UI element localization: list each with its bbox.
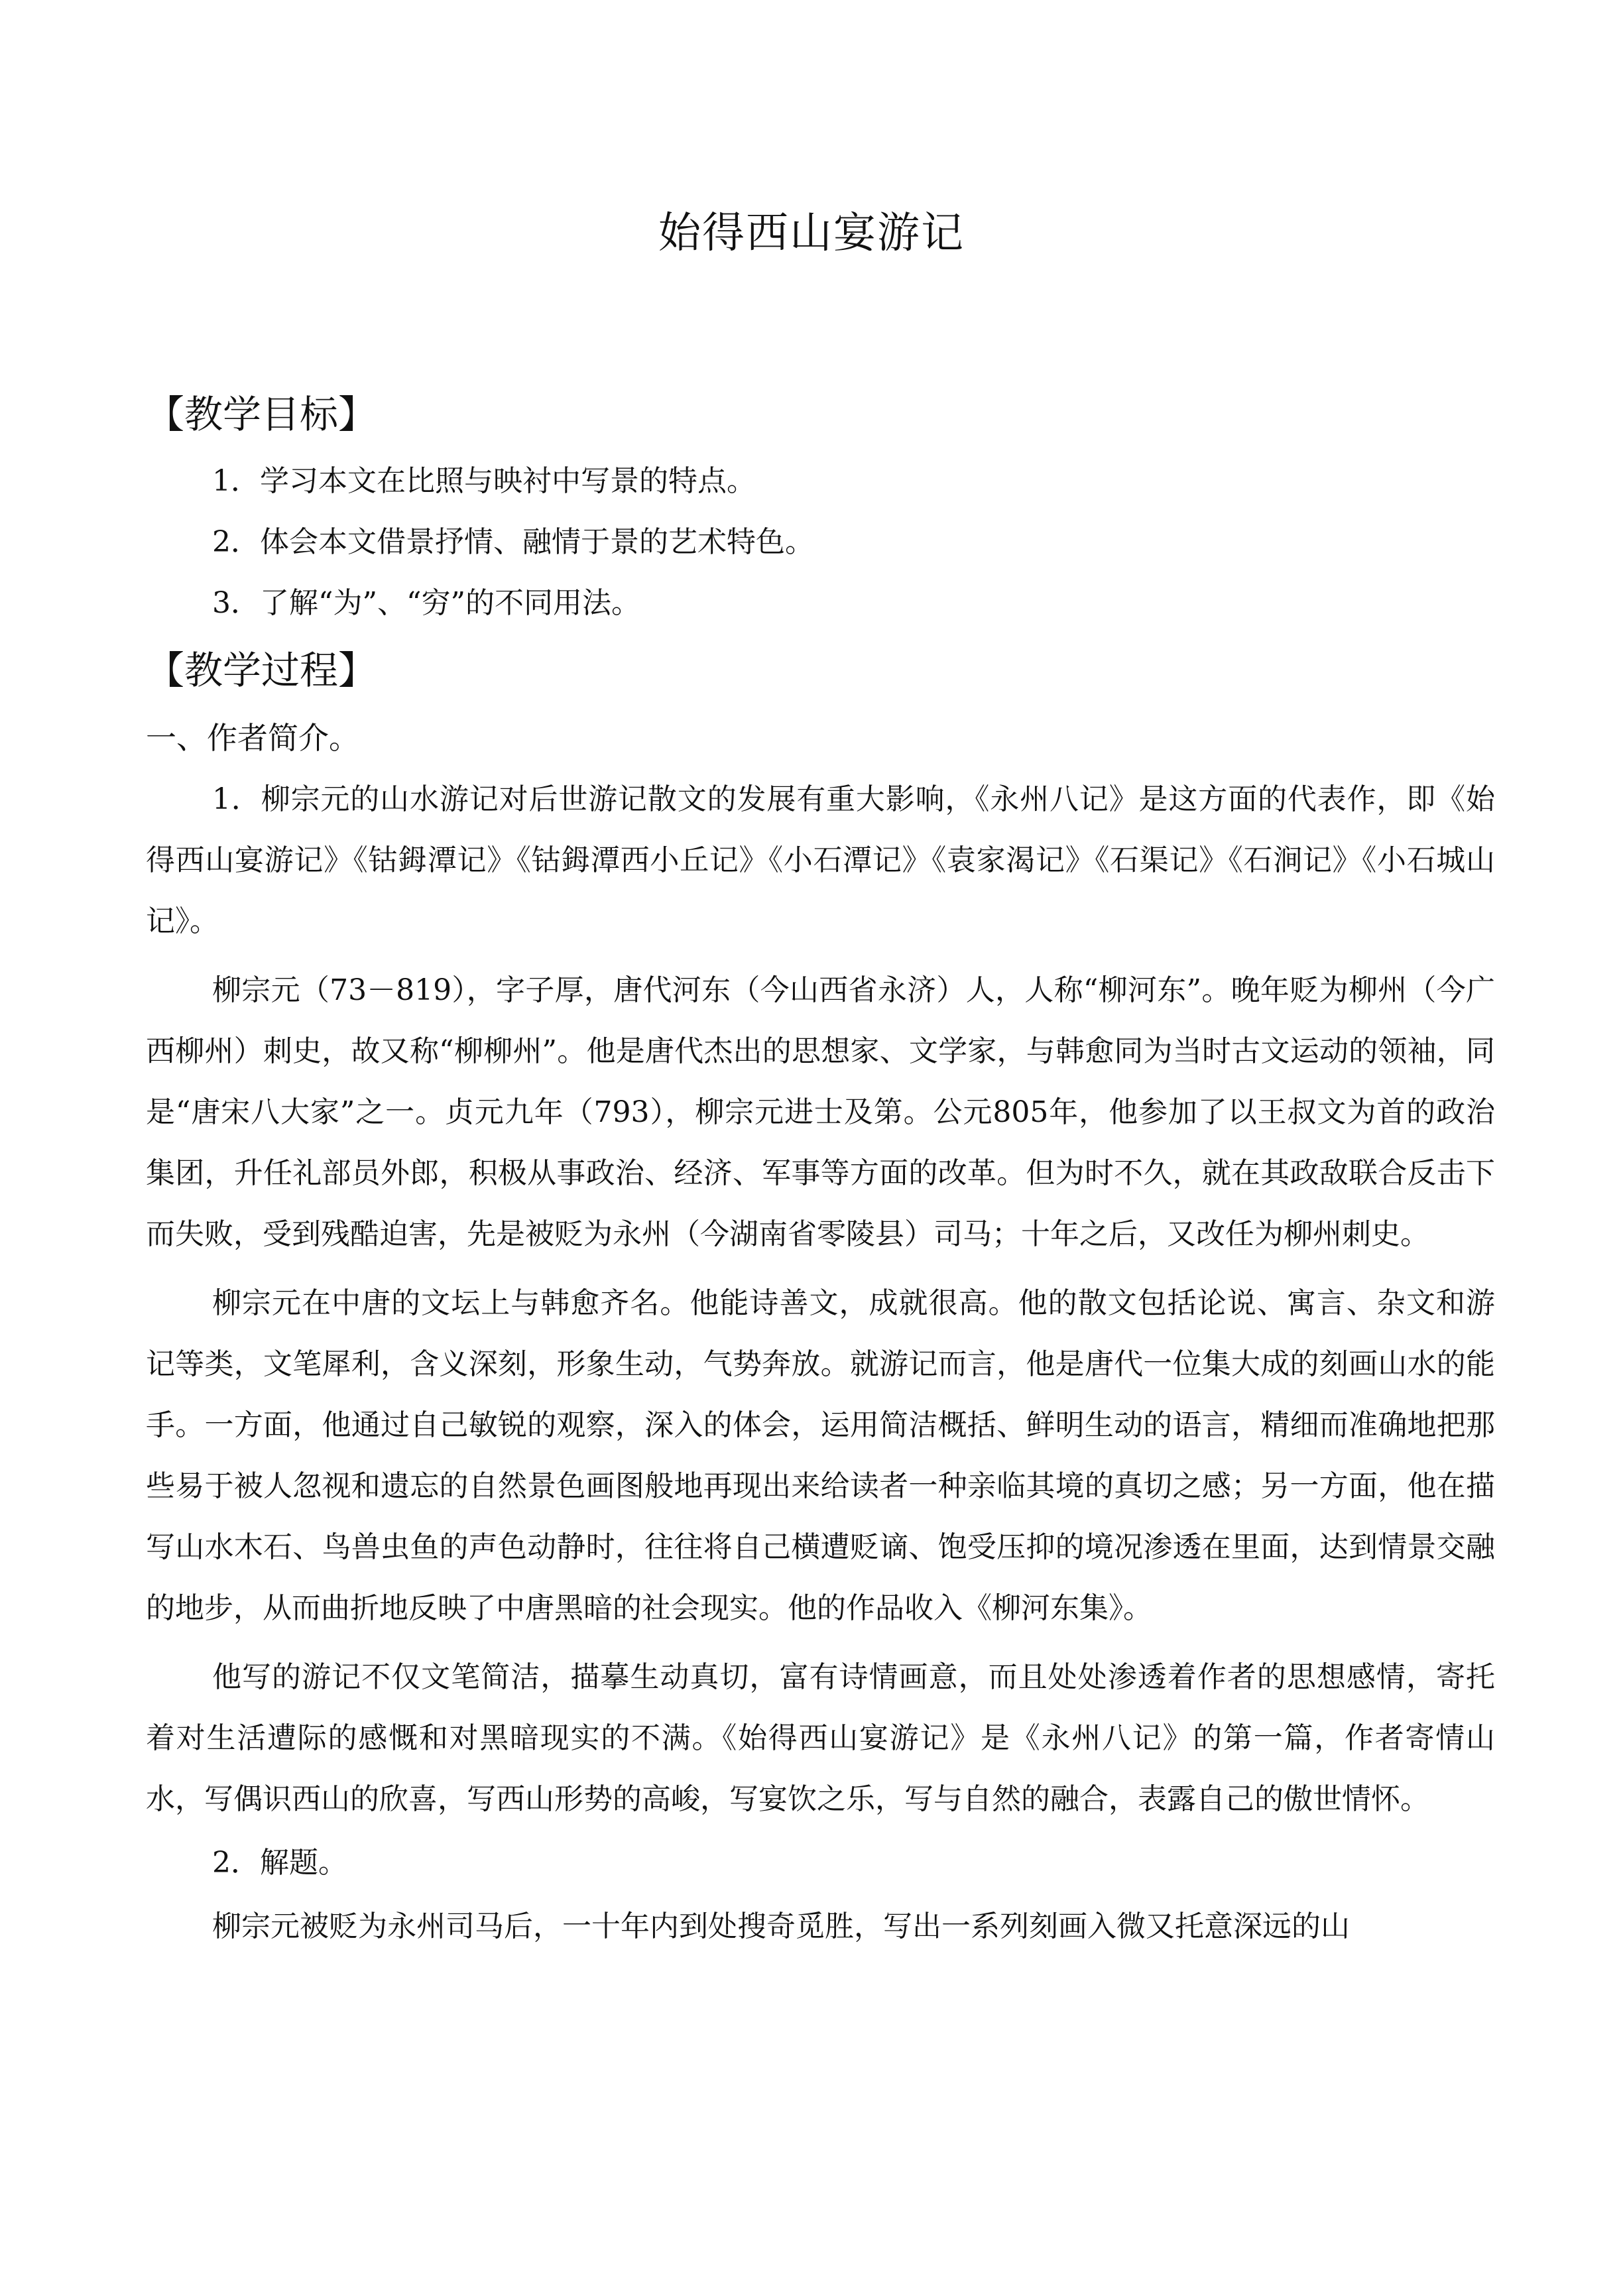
paragraph-literary-status: 柳宗元在中唐的文坛上与韩愈齐名。他能诗善文，成就很高。他的散文包括论说、寓言、杂文和游记等类，文笔犀利，含义深刻，形象生动，气势奔放。就游记而言，他是唐代一位集大成的刻画山水的能手。一方面，他通过自己敏锐的观察，深入的体会，运用简洁概括、鲜明生动的语言，精细而准确地把那些易于被人忽视和遗忘的自然景色画图般地再现出来给读者一种亲临其境的真切之感；另一方面，他在描写山水木石、鸟兽虫鱼的声色动静时，往往将自己横遭贬谪、饱受压抑的境况渗透在里面，达到情景交融的地步，从而曲折地反映了中唐黑暗的社会现实。他的作品收入《柳河东集》。 — [146, 1286, 1495, 1625]
goals-heading: 【教学目标】 — [146, 392, 377, 437]
paragraph-title-explanation-heading: 2．解题。 — [212, 1846, 347, 1880]
paragraph-biography: 柳宗元（73－819），字子厚，唐代河东（今山西省永济）人，人称“柳河东”。晚年贬为柳州（今广西柳州）刺史，故又称“柳柳州”。他是唐代杰出的思想家、文学家，与韩愈同为当时古文运动的领袖，同是“唐宋八大家”之一。贞元九年（793），柳宗元进士及第。公元805年，他参加了以王叔文为首的政治集团，升任礼部员外郎，积极从事政治、经济、军事等方面的改革。但为时不久，就在其政敌联合反击下而失败，受到残酷迫害，先是被贬为永州（今湖南省零陵县）司马；十年之后，又改任为柳州刺史。 — [146, 973, 1495, 1251]
paragraph-title-explanation: 柳宗元被贬为永州司马后，一十年内到处搜奇觅胜，写出一系列刻画入微又托意深远的山 — [212, 1909, 1350, 1943]
paragraph-travel-notes: 他写的游记不仅文笔简洁，描摹生动真切，富有诗情画意，而且处处渗透着作者的思想感情，寄托着对生活遭际的感慨和对黑暗现实的不满。《始得西山宴游记》是《永州八记》的第一篇，作者寄情山水，写偶识西山的欣喜，写西山形势的高峻，写宴饮之乐，写与自然的融合，表露自己的傲世情怀。 — [146, 1660, 1495, 1816]
goal-item: 3．了解“为”、“穷”的不同用法。 — [212, 586, 640, 620]
document-title: 始得西山宴游记 — [658, 209, 965, 258]
goal-item: 1．学习本文在比照与映衬中写景的特点。 — [212, 464, 756, 498]
document-body — [146, 378, 1495, 1957]
paragraph-yongzhou-eight: 1．柳宗元的山水游记对后世游记散文的发展有重大影响，《永州八记》是这方面的代表作，即《始得西山宴游记》《钴鉧潭记》《钴鉧潭西小丘记》《小石潭记》《袁家渴记》《石渠记》《石涧记》《小石城山记》。 — [146, 782, 1495, 938]
goal-item: 2．体会本文借景抒情、融情于景的艺术特色。 — [212, 525, 814, 559]
process-heading: 【教学过程】 — [146, 648, 377, 693]
section-heading-author-intro: 一、作者简介。 — [146, 720, 359, 756]
